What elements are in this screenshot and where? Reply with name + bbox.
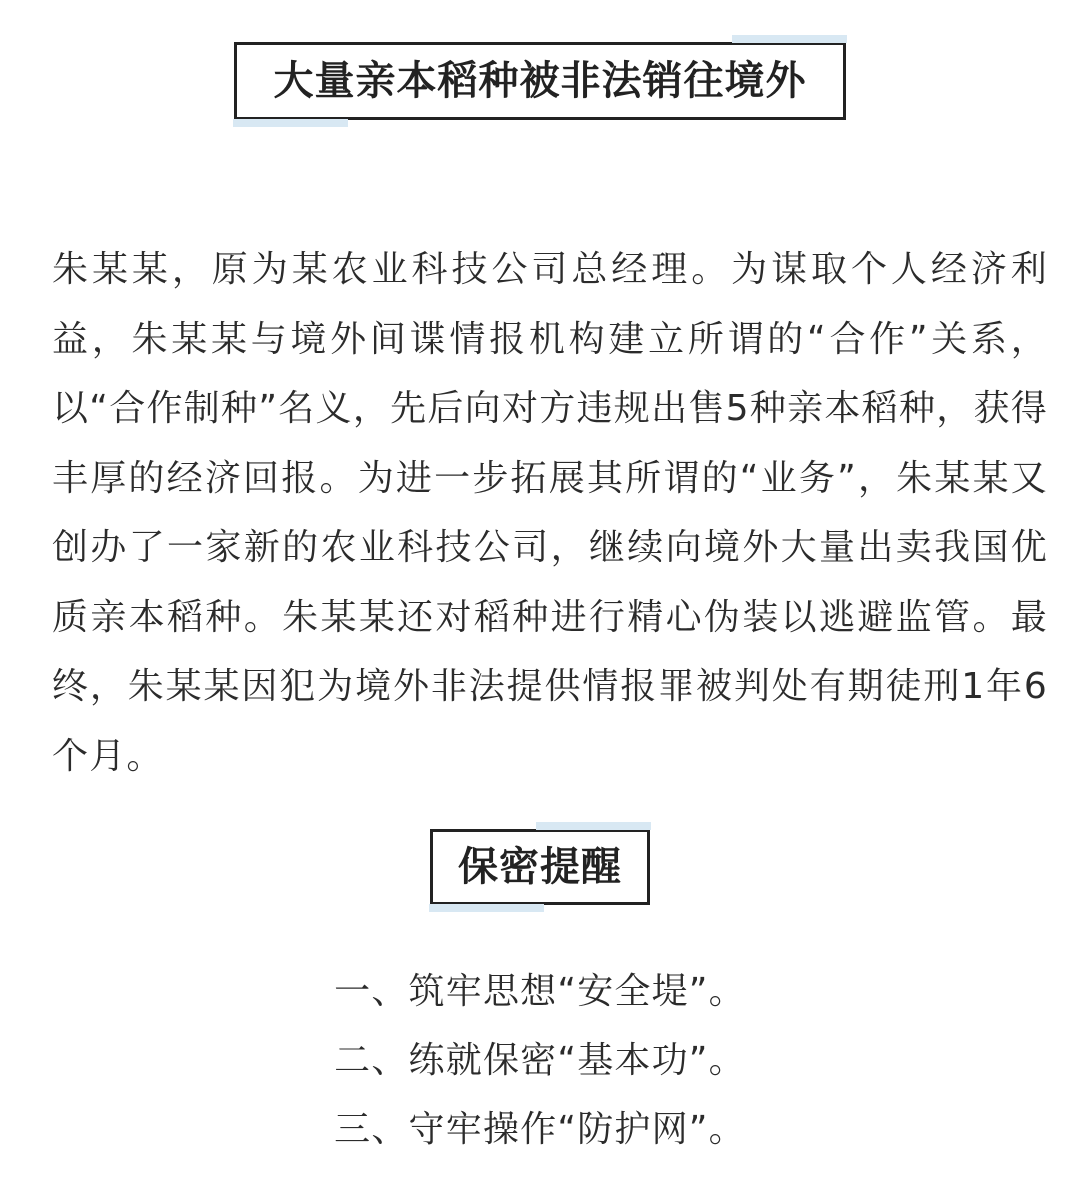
article-title-box — [234, 42, 846, 120]
reminder-title: 保密提醒 — [458, 844, 622, 890]
reminder-accent-top — [536, 822, 651, 830]
reminder-list — [0, 957, 1080, 1164]
article-title: 大量亲本稻种被非法销往境外 — [273, 58, 807, 104]
title-accent-top — [732, 35, 847, 43]
article-title-container — [0, 42, 1080, 120]
reminder-item-1: 一、筑牢思想“安全堤”。 — [334, 971, 746, 1012]
reminder-title-box — [430, 829, 650, 905]
article-body: 朱某某，原为某农业科技公司总经理。为谋取个人经济利益，朱某某与境外间谍情报机构建立所谓的“合作”关系，以“合作制种”名义，先后向对方违规出售5种亲本稻种，获得丰厚的经济回报。为进一步拓展其所谓的“业务”，朱某某又创办了一家新的农业科技公司，继续向境外大量出卖我国优质亲本稻种。朱某某还对稻种进行精心伪装以逃避监管。最终，朱某某因犯为境外非法提供情报罪被判处有期徒刑1年6个月。 — [52, 249, 1048, 777]
reminder-title-container — [0, 829, 1080, 905]
reminder-item-3: 三、守牢操作“防护网”。 — [334, 1109, 746, 1150]
reminder-item-2: 二、练就保密“基本功”。 — [334, 1040, 746, 1081]
title-accent-bottom — [233, 119, 348, 127]
reminder-accent-bottom — [429, 904, 544, 912]
